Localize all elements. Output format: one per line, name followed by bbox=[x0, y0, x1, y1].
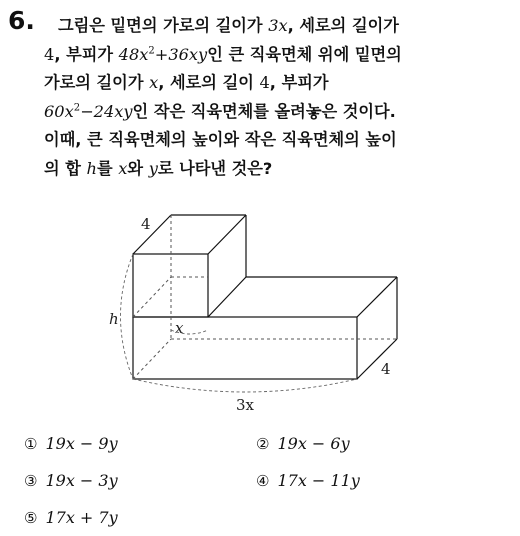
question-number: 6. bbox=[8, 6, 35, 35]
choice-2-text: 19x − 6y bbox=[277, 434, 350, 453]
small-box-edge bbox=[208, 215, 246, 254]
stem-line bbox=[44, 98, 514, 127]
choice-2[interactable] bbox=[256, 434, 350, 453]
choice-5-mark: ⑤ bbox=[24, 509, 38, 527]
stem-math: h bbox=[86, 158, 97, 178]
stem-math: 3x bbox=[268, 16, 288, 35]
choice-1-mark: ① bbox=[24, 435, 38, 453]
bottom-arc bbox=[133, 379, 357, 392]
choice-3-text: 19x − 3y bbox=[45, 471, 118, 490]
stem-text: 인 큰 직육면체 위에 밑면의 bbox=[207, 44, 402, 64]
stem-text: 를 bbox=[96, 158, 119, 178]
large-box-edge bbox=[357, 277, 397, 317]
stem-text: 그림은 밑면의 가로의 길이가 bbox=[58, 16, 269, 35]
stem-line bbox=[44, 126, 514, 155]
choice-3-mark: ③ bbox=[24, 472, 38, 490]
stem-line bbox=[58, 12, 514, 41]
stem-text: , 세로의 길이가 bbox=[287, 16, 399, 35]
stem-math: 48x bbox=[118, 44, 149, 64]
stem-text: 인 작은 직육면체를 올려놓은 것이다. bbox=[132, 101, 396, 121]
large-box-front bbox=[133, 317, 357, 379]
stem-line bbox=[44, 155, 514, 184]
stem-number: 4 bbox=[259, 73, 270, 93]
stem-math: x bbox=[118, 158, 128, 178]
stem-math: x bbox=[149, 73, 159, 93]
stem-text: 가로의 길이가 bbox=[44, 73, 150, 93]
label-side-width: 4 bbox=[381, 360, 391, 378]
stem-exponent: 2 bbox=[73, 102, 81, 114]
stem-text: 와 bbox=[127, 158, 149, 178]
cuboid-figure bbox=[96, 208, 406, 418]
label-bottom-length: 3x bbox=[236, 396, 255, 414]
stem-math: 60x bbox=[44, 101, 74, 121]
hidden-edge bbox=[133, 277, 171, 317]
stem-number: 4 bbox=[44, 44, 55, 64]
large-box-edge bbox=[208, 277, 246, 317]
choice-3[interactable] bbox=[24, 471, 118, 490]
stem-math: y bbox=[148, 158, 158, 178]
label-small-length: x bbox=[175, 319, 184, 337]
small-box-edge bbox=[133, 215, 171, 254]
choice-5[interactable] bbox=[24, 508, 118, 527]
question-stem bbox=[44, 12, 514, 184]
stem-math: +36xy bbox=[154, 44, 208, 64]
hidden-edge bbox=[133, 339, 171, 379]
stem-text: 이때, 큰 직육면체의 높이와 작은 직육면체의 높이 bbox=[44, 130, 397, 150]
choice-5-text: 17x + 7y bbox=[45, 508, 118, 527]
stem-line bbox=[44, 41, 514, 70]
stem-text: , 부피가 bbox=[54, 44, 119, 64]
choice-1-text: 19x − 9y bbox=[45, 434, 118, 453]
choice-4-mark: ④ bbox=[256, 472, 270, 490]
label-height: h bbox=[109, 310, 119, 328]
choice-2-mark: ② bbox=[256, 435, 270, 453]
stem-text: 의 합 bbox=[44, 158, 87, 178]
stem-text: 로 나타낸 것은? bbox=[157, 158, 273, 178]
height-arc bbox=[121, 254, 134, 379]
choice-4-text: 17x − 11y bbox=[277, 471, 360, 490]
large-box-edge bbox=[357, 339, 397, 379]
choice-1[interactable] bbox=[24, 434, 118, 453]
stem-line bbox=[44, 69, 514, 98]
label-top-width: 4 bbox=[141, 215, 151, 233]
stem-math: −24xy bbox=[80, 101, 133, 121]
stem-exponent: 2 bbox=[148, 45, 155, 57]
stem-text: , 부피가 bbox=[269, 73, 329, 93]
stem-text: , 세로의 길이 bbox=[158, 73, 260, 93]
choice-4[interactable] bbox=[256, 471, 360, 490]
